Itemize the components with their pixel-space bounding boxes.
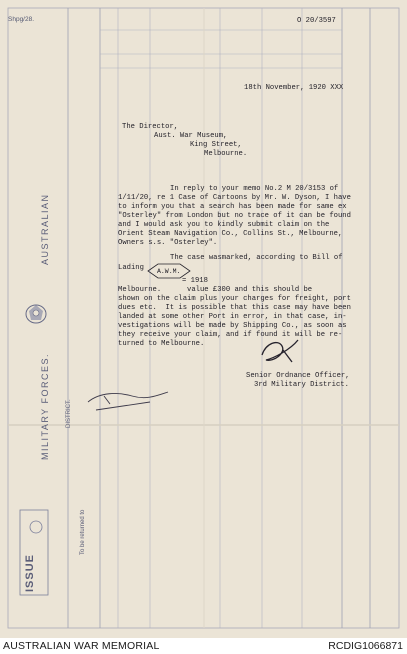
issue-label: ISSUE (24, 553, 36, 592)
signature-title-1: Senior Ordnance Officer, (246, 372, 350, 380)
crest-emblem (26, 305, 46, 323)
body-line-7: Owners s.s. "Osterley". (118, 239, 218, 247)
archive-name: AUSTRALIAN WAR MEMORIAL (3, 640, 160, 652)
to-be-returned-label: To be returned to (80, 509, 86, 555)
lading-label: Lading (118, 264, 144, 272)
body3-line-5: vestigations will be made by Shipping Co., as soon as (118, 322, 347, 330)
body2-line-1: The case wasmarked, according to Bill of (170, 254, 343, 262)
body-line-3: to inform you that a search has been made for same ex (118, 203, 347, 211)
shipping-mark-year: = 1918 (182, 277, 208, 285)
body-line-1: In reply to your memo No.2 M 20/3153 of (170, 185, 339, 193)
body-line-2: 1/11/20, re 1 Case of Cartoons by Mr. W. Dyson, I have (118, 194, 351, 202)
body3-line-3: dues etc. It is possible that this case may have been (118, 304, 351, 312)
body3-line-4: landed at some other Port in error, in that case, in- (118, 313, 347, 321)
body3-line-6: they receive your claim, and if found it will be re- (118, 331, 343, 339)
archive-footer (0, 638, 407, 654)
district-label: DISTRICT. (66, 399, 72, 428)
recipient-line-2: Aust. War Museum, (154, 132, 228, 140)
archive-id: RCDIG1066871 (328, 640, 403, 652)
forces-label: MILITARY FORCES. (40, 352, 50, 460)
form-code: Shpg/28. (8, 16, 35, 23)
recipient-line-3: King Street, (190, 141, 242, 149)
recipient-line-1: The Director, (122, 123, 179, 131)
body-line-6: Orient Steam Navigation Co., Collins St., Melbourne, (118, 230, 343, 238)
body3-line-2: shown on the claim plus your charges for freight, port (118, 295, 351, 303)
body-line-4: "Osterley" from London but no trace of it can be found (118, 212, 351, 220)
shipping-mark-text: A.W.M. (157, 268, 181, 275)
body3-line-1: Melbourne. value £300 and this should be (118, 286, 313, 294)
signature-title-2: 3rd Military District. (254, 381, 349, 389)
department-label: AUSTRALIAN (40, 193, 50, 265)
body-line-5: and I would ask you to kindly submit claim on the (118, 221, 330, 229)
reference-number: O 20/3597 (297, 17, 336, 25)
signature-scribble (262, 340, 298, 362)
letter-date: 18th November, 1920 XXX (244, 84, 344, 92)
recipient-line-4: Melbourne. (204, 150, 248, 158)
body3-line-7: turned to Melbourne. (118, 340, 205, 348)
